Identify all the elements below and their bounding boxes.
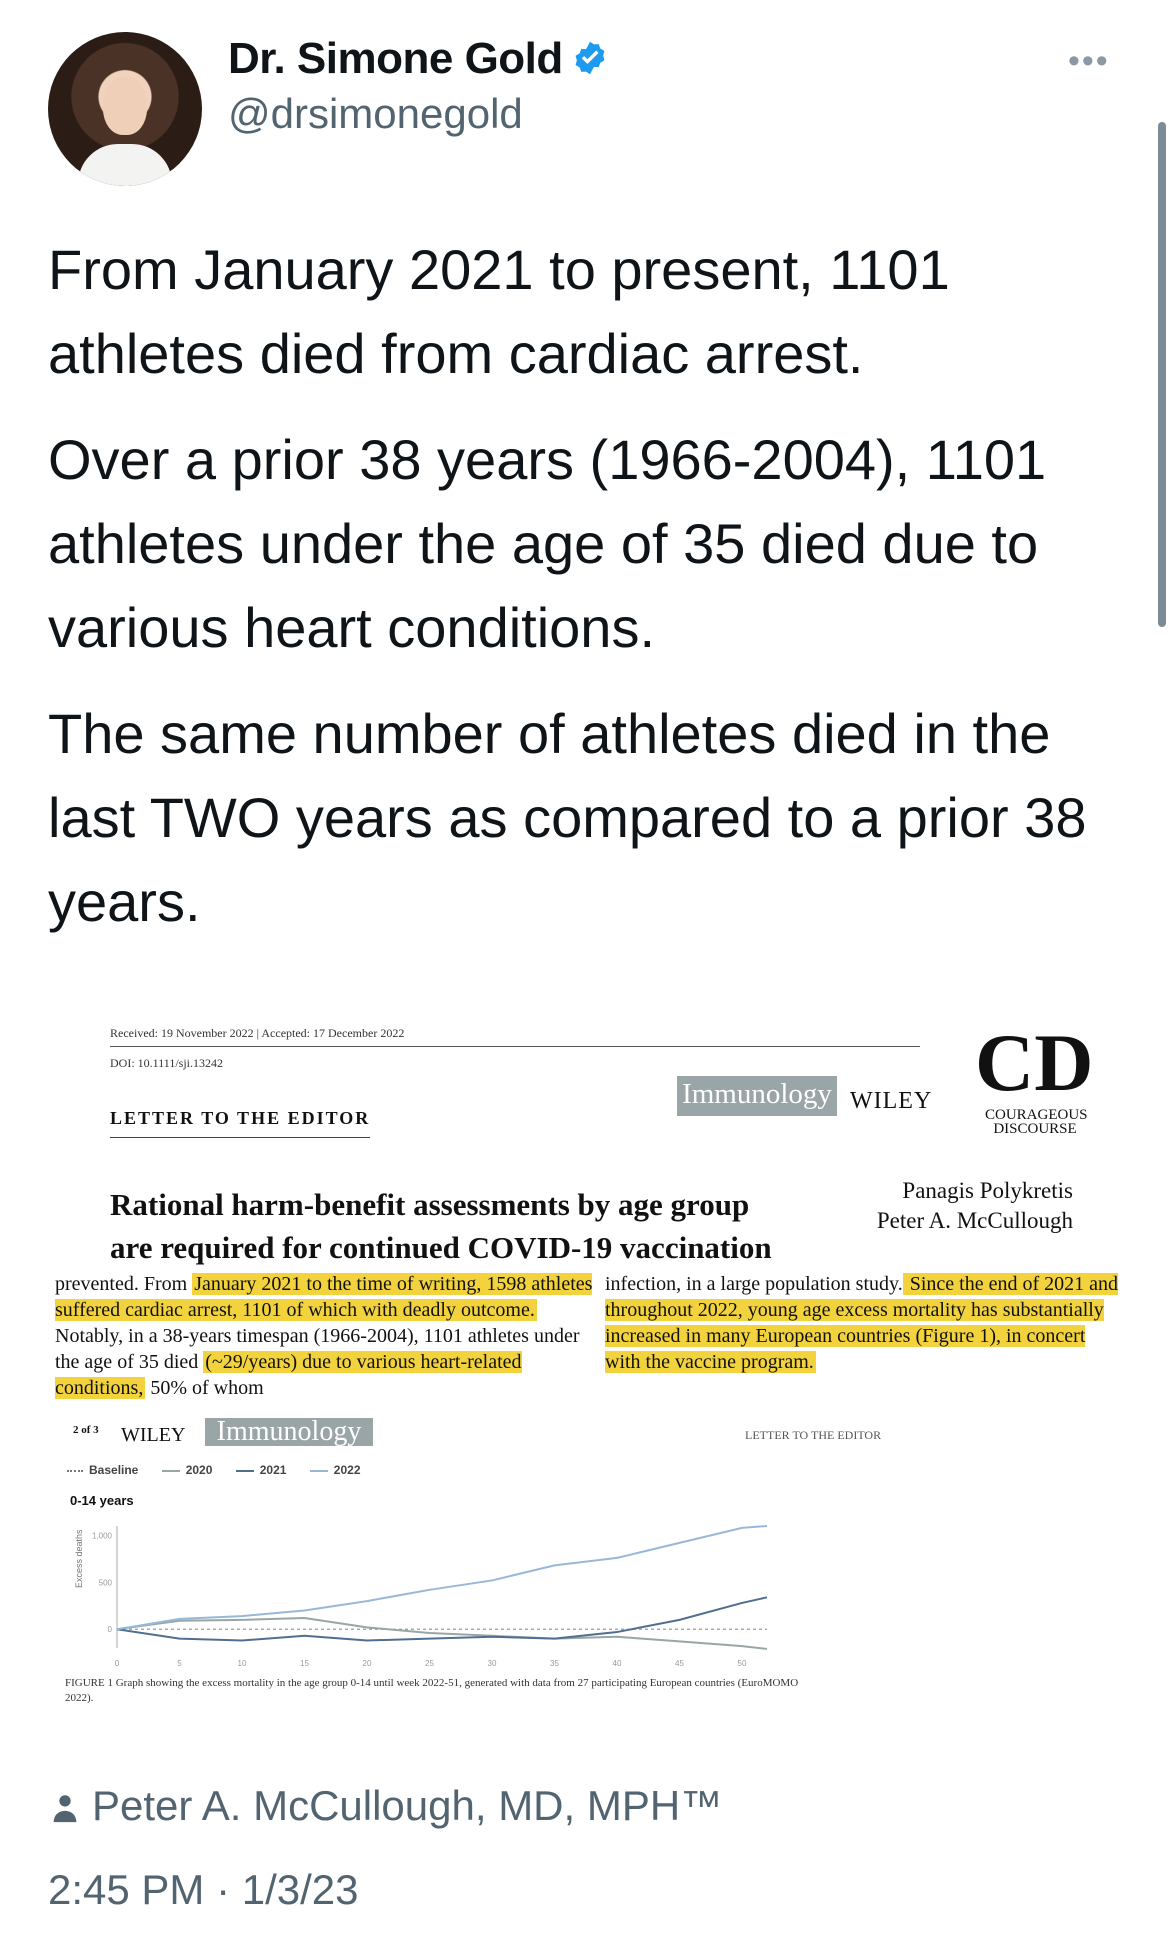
chart-header [73,1418,943,1448]
legend-item: 2021 [236,1463,287,1477]
right-column-text: infection, in a large population study. Since the end of 2021 and throughout 2022, young age excess mortality has substantially increased in many European countries (Figure 1), in concert with the vaccine program. [605,1273,1118,1373]
chart-legend [67,1463,381,1477]
legend-item: Baseline [67,1463,138,1477]
cd-logo: CD [975,1017,1094,1108]
legend-item: 2020 [162,1463,213,1477]
tweet-paragraph: Over a prior 38 years (1966-2004), 1101 athletes under the age of 35 died due to various heart conditions. [48,428,1047,659]
tweet-paragraph: The same number of athletes died in the last TWO years as compared to a prior 38 years. [48,702,1087,933]
y-tick-label: 0 [107,1625,112,1635]
more-options-button[interactable]: ••• [1068,42,1110,80]
left-column-text: prevented. From January 2021 to the time of writing, 1598 athletes suffered cardiac arrest, 1101 of which with deadly outcome. Notably, in a 38-years timespan (1966-2004), 1101 athletes under the age of 35 died (~29/years) due to various heart-related conditions, 50% of whom [55,1273,593,1399]
avatar-shirt [78,144,172,186]
author-name: Panagis Polykretis [902,1178,1073,1203]
x-tick-label: 20 [362,1659,372,1668]
x-tick-label: 45 [675,1659,684,1668]
x-tick-label: 50 [737,1659,747,1668]
avatar-face [103,77,147,135]
article-title: Rational harm-benefit assessments by age group are required for continued COVID-19 vaccination [110,1187,772,1265]
age-group-label: 0-14 years [70,1493,134,1508]
y-axis-label: Excess deaths [74,1529,84,1588]
x-tick-label: 25 [425,1659,434,1668]
verified-badge-icon [571,39,609,77]
display-name[interactable]: Dr. Simone Gold [228,34,609,84]
authors [833,1176,1073,1236]
x-tick-label: 30 [487,1659,497,1668]
x-tick-label: 40 [612,1659,622,1668]
author-name: Peter A. McCullough [876,1208,1073,1233]
page-number: 2 of 3 [73,1424,99,1436]
scrollbar[interactable] [1158,122,1166,627]
series-line-2022 [117,1526,767,1629]
x-tick-label: 15 [300,1659,309,1668]
y-tick-label: 500 [98,1578,112,1588]
wiley-logo-small: WILEY [121,1424,186,1446]
media-credit[interactable]: Peter A. McCullough, MD, MPH™ [48,1782,722,1830]
tweet-text [48,228,1128,966]
header-rule [110,1046,920,1047]
received-date: Received: 19 November 2022 | Accepted: 17 December 2022 [110,1026,405,1040]
doi: DOI: 10.1111/sji.13242 [110,1056,223,1070]
tweet-timestamp[interactable]: 2:45 PM · 1/3/23 [48,1866,359,1913]
x-tick-label: 0 [114,1659,120,1668]
avatar[interactable] [48,32,202,186]
x-tick-label: 5 [177,1659,182,1668]
brand-text: COURAGEOUS DISCOURSE [985,1107,1088,1137]
journal-logo-small: Immunology [205,1418,373,1446]
excess-mortality-chart [67,1518,927,1673]
figure-caption: FIGURE 1 Graph showing the excess mortality in the age group 0-14 until week 2022-51, generated with data from 27 participating European countries (EuroMOMO 2022). [65,1677,799,1704]
x-tick-label: 10 [237,1659,247,1668]
tweet-paragraph: From January 2021 to present, 1101 athletes died from cardiac arrest. [48,238,950,385]
journal-logo: Immunology [677,1076,837,1116]
legend-item: 2022 [310,1463,361,1477]
publisher-logo: WILEY [850,1088,933,1114]
person-icon [48,1791,82,1825]
section-label: LETTER TO THE EDITOR [110,1108,370,1138]
tweet-media[interactable] [55,1008,1130,1723]
x-tick-label: 35 [550,1659,559,1668]
chart-header-right: LETTER TO THE EDITOR [745,1428,882,1442]
user-handle[interactable]: @drsimonegold [228,90,523,137]
y-tick-label: 1,000 [91,1531,112,1541]
